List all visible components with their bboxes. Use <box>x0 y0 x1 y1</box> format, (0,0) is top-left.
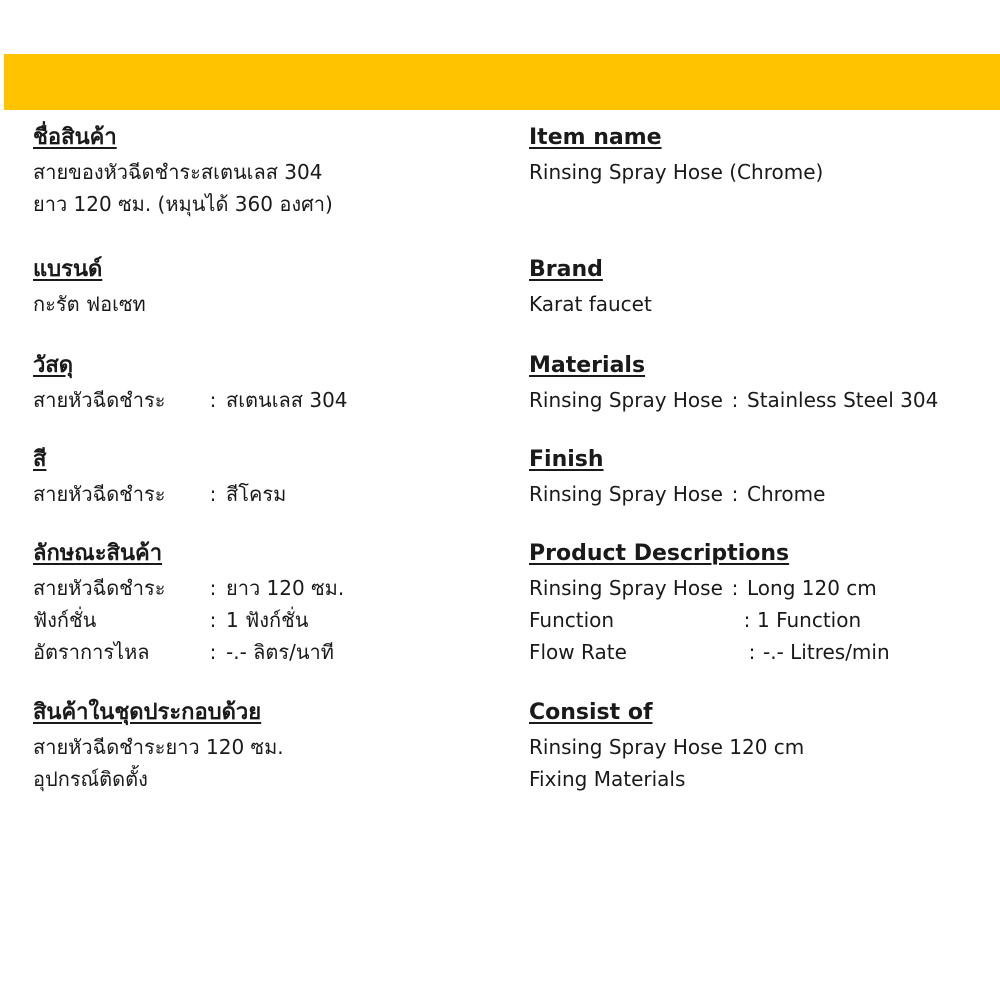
row-value: -.- Litres/min <box>763 640 890 664</box>
en-finish-section <box>529 446 989 510</box>
en-item-name-section <box>529 124 989 188</box>
en-finish-heading: Finish <box>529 447 604 472</box>
thai-descriptions-row <box>33 636 503 668</box>
en-brand-section <box>529 256 989 320</box>
row-separator: : <box>731 576 739 600</box>
en-descriptions-row <box>529 572 989 604</box>
thai-materials-row <box>33 384 503 416</box>
row-value: -.- ลิตร/นาที <box>226 640 334 664</box>
row-label: สายหัวฉีดชำระ <box>33 576 166 600</box>
thai-item-name-line: สายของหัวฉีดชำระสเตนเลส 304 <box>33 160 323 184</box>
row-separator: : <box>731 388 739 412</box>
row-value: 1 ฟังก์ชั่น <box>226 608 309 632</box>
row-value: 1 Function <box>757 608 862 632</box>
row-separator: : <box>743 608 751 632</box>
row-label: Function <box>529 608 615 632</box>
row-separator: : <box>209 482 217 506</box>
row-value: สีโครม <box>226 482 287 506</box>
thai-descriptions-row <box>33 604 503 636</box>
en-descriptions-row <box>529 604 989 636</box>
thai-brand-heading: แบรนด์ <box>33 257 103 282</box>
thai-descriptions-heading: ลักษณะสินค้า <box>33 541 163 566</box>
en-finish-row <box>529 478 989 510</box>
thai-finish-section <box>33 446 503 510</box>
row-separator: : <box>209 640 217 664</box>
en-descriptions-section <box>529 540 989 668</box>
thai-finish-row <box>33 478 503 510</box>
row-separator: : <box>209 608 217 632</box>
row-value: Chrome <box>747 482 826 506</box>
en-descriptions-heading: Product Descriptions <box>529 541 790 566</box>
en-consist-heading: Consist of <box>529 700 653 725</box>
en-brand-heading: Brand <box>529 257 603 282</box>
en-consist-line: Rinsing Spray Hose 120 cm <box>529 735 805 759</box>
row-label: สายหัวฉีดชำระ <box>33 388 166 412</box>
en-materials-row <box>529 384 989 416</box>
thai-finish-heading: สี <box>33 447 47 472</box>
thai-descriptions-row <box>33 572 503 604</box>
row-value: Stainless Steel 304 <box>747 388 939 412</box>
thai-brand-value: กะรัต ฟอเซท <box>33 292 146 316</box>
thai-item-name-line: ยาว 120 ซม. (หมุนได้ 360 องศา) <box>33 192 333 216</box>
thai-consist-heading: สินค้าในชุดประกอบด้วย <box>33 700 262 725</box>
thai-consist-line: อุปกรณ์ติดตั้ง <box>33 767 148 791</box>
en-materials-heading: Materials <box>529 353 646 378</box>
thai-consist-section <box>33 699 503 795</box>
row-label: สายหัวฉีดชำระ <box>33 482 166 506</box>
row-label: Flow Rate <box>529 640 627 664</box>
en-materials-section <box>529 352 989 416</box>
row-separator: : <box>748 640 756 664</box>
thai-materials-section <box>33 352 503 416</box>
thai-materials-heading: วัสดุ <box>33 353 74 378</box>
en-descriptions-row <box>529 636 989 668</box>
en-brand-value: Karat faucet <box>529 292 652 316</box>
thai-descriptions-section <box>33 540 503 668</box>
row-label: Rinsing Spray Hose <box>529 576 723 600</box>
row-value: สเตนเลส 304 <box>226 388 348 412</box>
row-separator: : <box>209 576 217 600</box>
thai-brand-section <box>33 256 503 320</box>
thai-consist-line: สายหัวฉีดชำระยาว 120 ซม. <box>33 735 284 759</box>
row-label: Rinsing Spray Hose <box>529 482 723 506</box>
header-band <box>4 54 1000 110</box>
en-consist-line: Fixing Materials <box>529 767 686 791</box>
row-label: อัตราการไหล <box>33 640 150 664</box>
row-value: Long 120 cm <box>747 576 877 600</box>
en-consist-section <box>529 699 989 795</box>
row-label: Rinsing Spray Hose <box>529 388 723 412</box>
thai-item-name-section <box>33 124 503 220</box>
row-value: ยาว 120 ซม. <box>226 576 345 600</box>
row-separator: : <box>731 482 739 506</box>
row-separator: : <box>209 388 217 412</box>
en-item-name-heading: Item name <box>529 125 662 150</box>
en-item-name-line: Rinsing Spray Hose (Chrome) <box>529 160 824 184</box>
thai-item-name-heading: ชื่อสินค้า <box>33 125 117 150</box>
row-label: ฟังก์ชั่น <box>33 608 97 632</box>
